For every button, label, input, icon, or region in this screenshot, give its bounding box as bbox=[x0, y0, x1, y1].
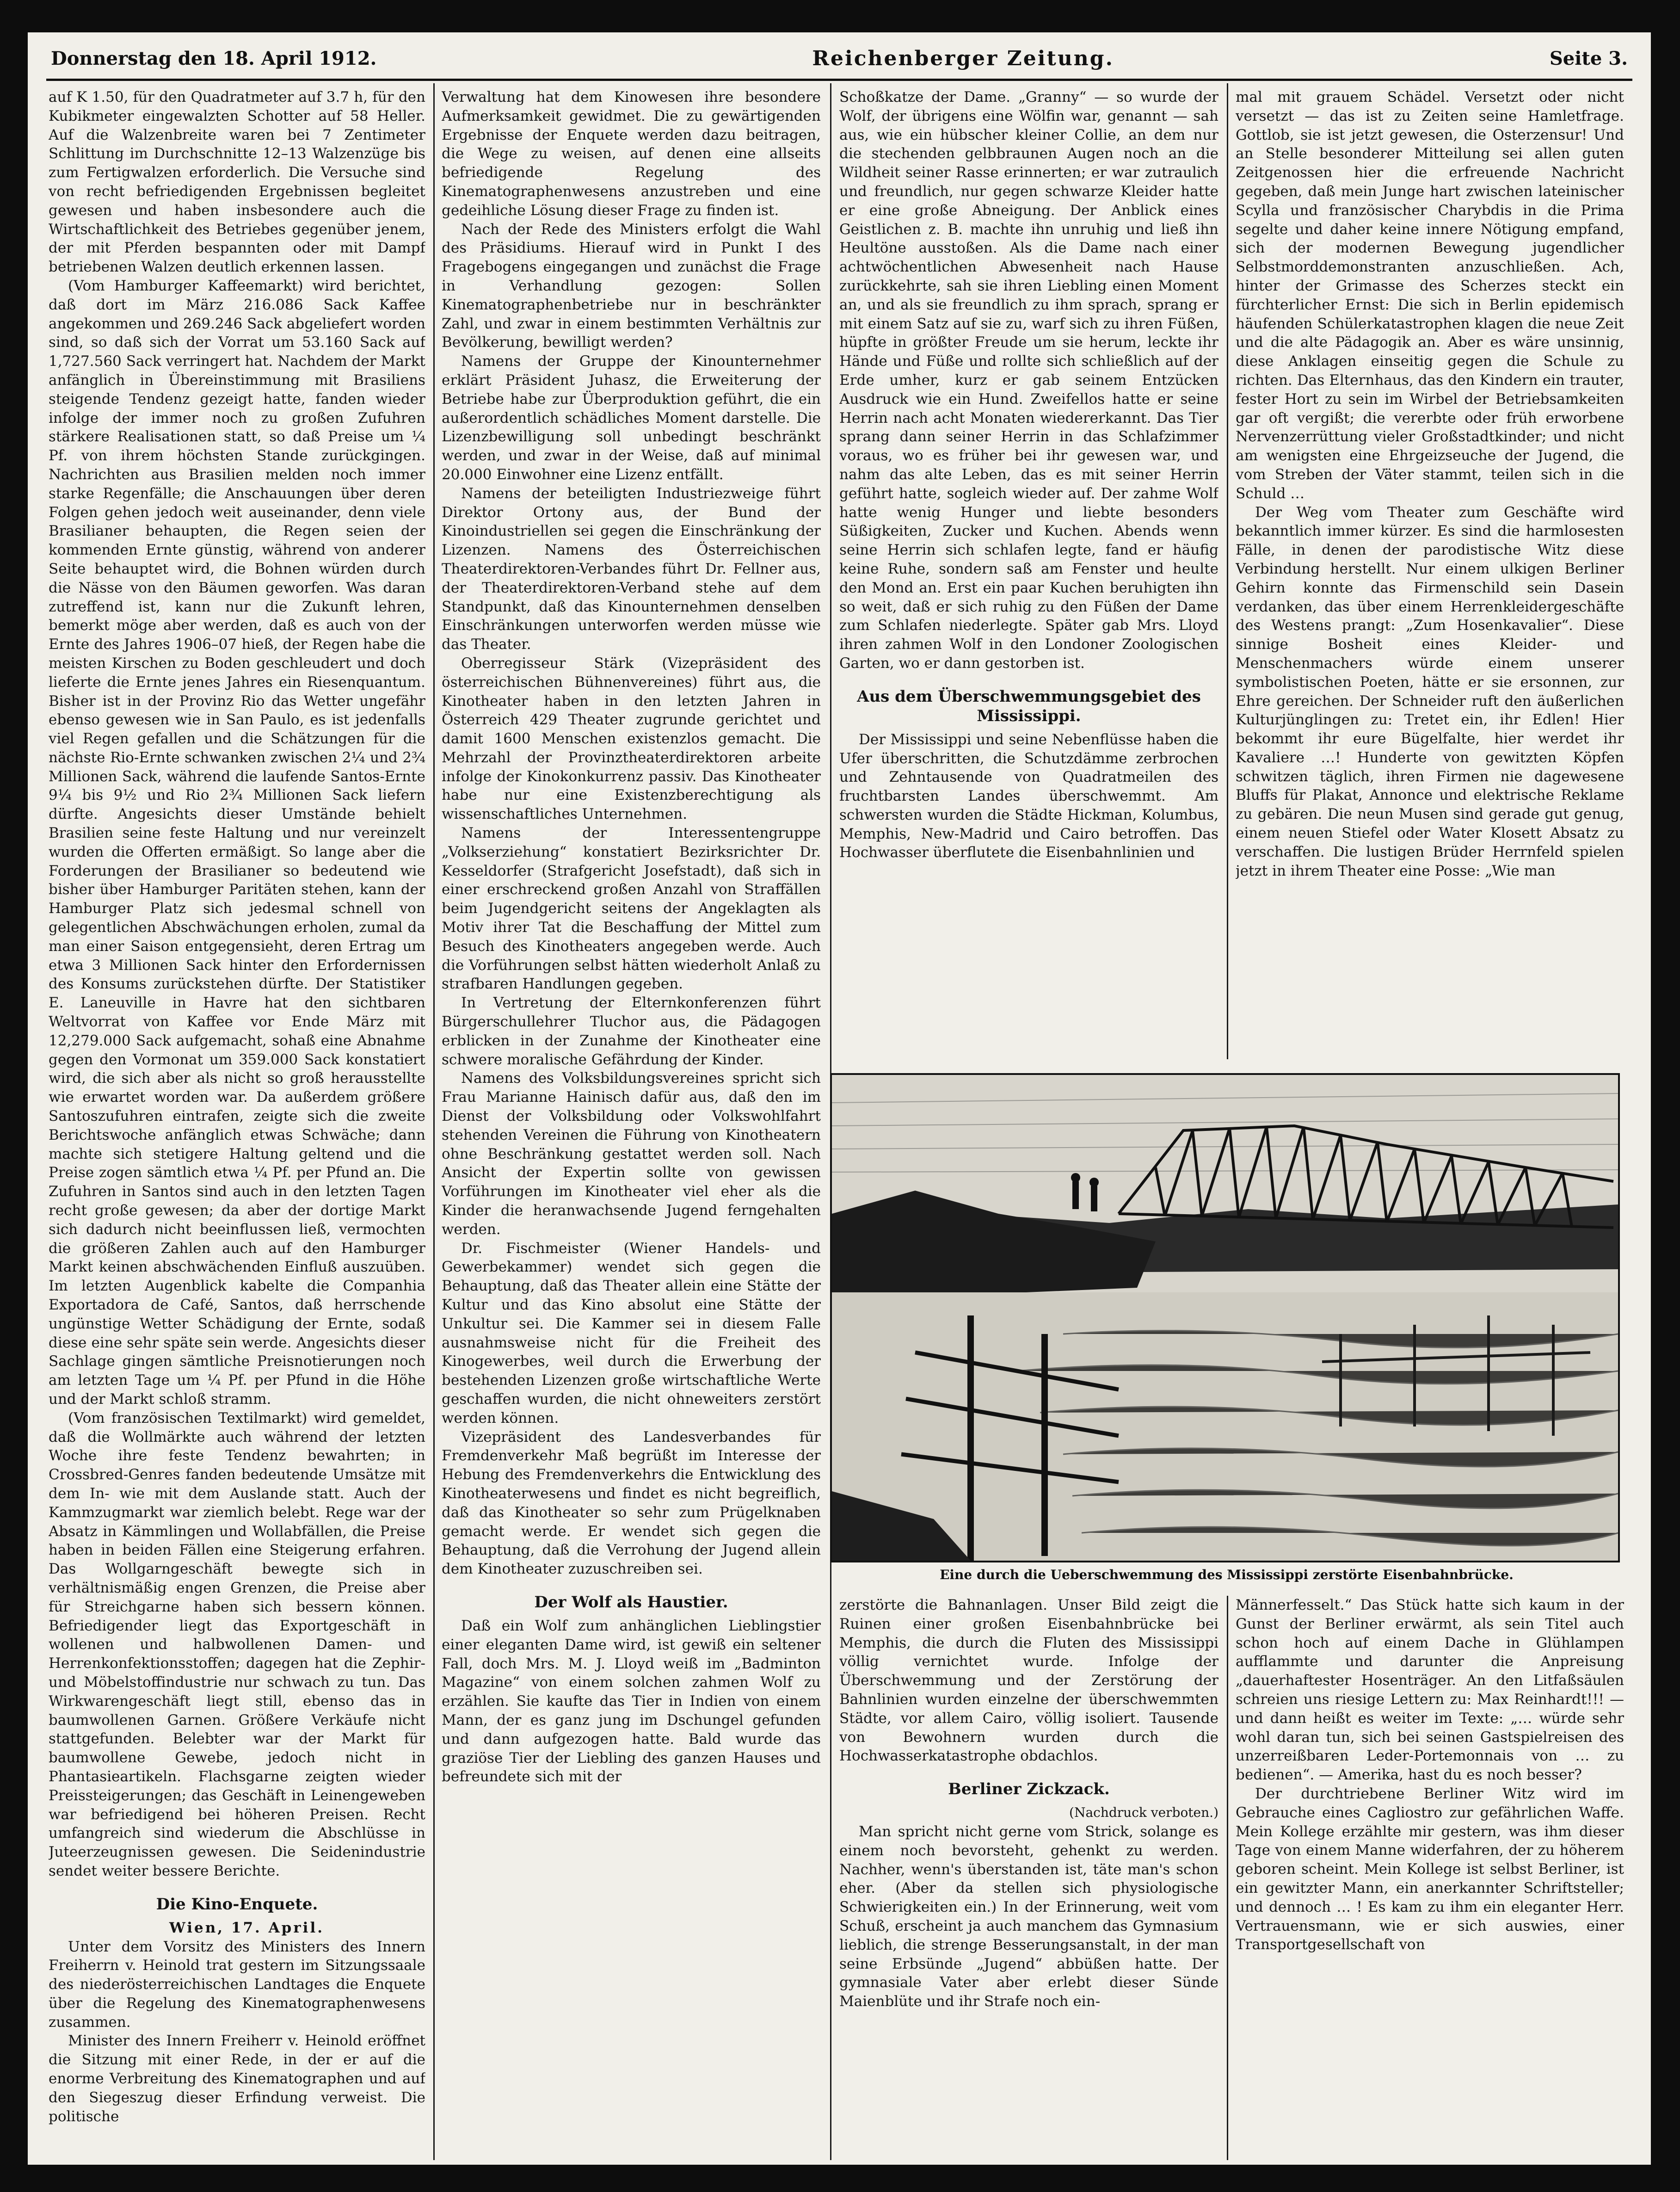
destroyed-bridge-image bbox=[832, 1075, 1618, 1561]
paragraph: Namens der beteiligten Industriezweige führt Direktor Ortony aus, der Bund der Kinoindustriellen sei gegen die Einschränkung der Lizenzen. Namens des Österreichischen Theaterdirektoren-Verbandes führt Dr. Fellner aus, der Theaterdirektoren-Verband stehe auf dem Standpunkt, daß das Kinounternehmen denselben Einschränkungen unterworfen werden müsse wie das Theater. bbox=[442, 485, 821, 653]
paragraph: Der Weg vom Theater zum Geschäfte wird bekanntlich immer kürzer. Es sind die harmlosesten Fälle, in denen der parodistische Witz diese Verbindung herstellt. Nur einem ulkigen Berliner Gehirn konnte das Firmenschild sein Dasein verdanken, das über einem Herrenkleidergeschäfte des Westens prangt: „Zum Hosenkavalier“. Diese sinnige Bosheit eines Kleider- und Menschenmachers würde einem unserer symbolistischen Poeten, hätte er sie ersonnen, zur Ehre gereichen. Der Schneider ruft den äußerlichen Kulturjünglingen zu: Tretet ein, ihr Edlen! Hier bekommt ihr eure Bügelfalte, hier werdet ihr Kavaliere …! Hunderte von gewitzten Köpfen schwitzen täglich, ihren Firmen nie dagewesene Bluffs für Plakat, Annonce und elektrische Reklame zu gebären. Die neun Musen sind gerade gut genug, einem neuen Stiefel oder Water Klosett Absatz zu verschaffen. Die lustigen Brüder Herrnfeld spielen jetzt in ihrem Theater eine Posse: „Wie man bbox=[1236, 504, 1624, 879]
column-1 bbox=[49, 88, 425, 2155]
article-title: Die Kino-Enquete. bbox=[156, 1895, 318, 1914]
paragraph: (Vom Hamburger Kaffeemarkt) wird berichtet, daß dort im März 216.086 Sack Kaffee angekommen und 269.246 Sack abgeliefert worden sind, so daß sich der Vorrat um 53.160 Sack auf 1,727.560 Sack verringert hat. Nachdem der Markt anfänglich in Übereinstimmung mit Brasiliens steigende Tendenz gezeigt hatte, fanden wieder infolge der immer noch zu großen Zufuhren stärkere Realisationen statt, so daß Preise um ¼ Pf. von ihrem höchsten Stande zurückgingen. Nachrichten aus Brasilien melden noch immer starke Regenfälle; die Anschauungen über deren Folgen gehen jedoch weit auseinander, denn viele Brasilianer behaupten, die Regen seien der kommenden Ernte günstig, während von anderer Seite behauptet wird, die Bohnen würden durch die Nässe von den Bäumen geworfen. Was daran zutreffend ist, kann nur die Zukunft lehren, bemerkt möge aber werden, daß es auch von der Ernte des Jahres 1906–07 hieß, der Regen habe die meisten Kirschen zu Boden geschleudert und doch lieferte die Ernte jenes Jahres ein Riesenquantum. Bisher ist in der Provinz Rio das Wetter ungefähr ebenso gewesen wie in San Paulo, es ist jedenfalls viel Regen gefallen und die Schätzungen für die nächste Rio-Ernte schwanken zwischen 2¼ und 2¾ Millionen Sack, während die laufende Santos-Ernte 9¼ bis 9½ und Rio 2¾ Millionen Sack liefern dürfte. Angesichts dieser Umstände behielt Brasilien seine feste Haltung und nur vereinzelt wurden die Offerten ermäßigt. So lange aber die Forderungen der Brasilianer so bedeutend wie bisher über Hamburger Paritäten stehen, kann der Hamburger Platz sich jedesmal schnell von gelegentlichen Abschwächungen erholen, zumal da man einer Saison entgegensieht, deren Ertrag um etwa 3 Millionen Sack hinter den Erfordernissen des Konsums zurückstehen dürfte. Der Statistiker E. Laneuville in Havre hat den sichtbaren Weltvorrat von Kaffee vor Ende März mit 12,279.000 Sack aufgemacht, sohaß eine Abnahme gegen den Vormonat um 359.000 Sack konstatiert wird, die sich aber als nicht so groß herausstellte wie erwartet worden war. Da außerdem größere Santoszufuhren eintrafen, zeigte sich die zweite Berichtswoche anfänglich etwas Schwäche; dann machte sich stetigere Haltung geltend und die Preise zogen sämtlich etwa ¼ Pf. per Pfund an. Die Zufuhren in Santos sind auch in den letzten Tagen recht große gewesen; da aber der dortige Markt sich dadurch nicht beeinflussen ließ, vermochten die größeren Zahlen auch auf den Hamburger Markt keinen abschwächenden Einfluß auszuüben. Im letzten Augenblick kabelte die Companhia Exportadora de Café, Santos, daß herrschende ungünstige Wetter Schädigung der Ernte, sodaß diese eine sehr späte sein werde. Angesichts dieser Sachlage gingen sämtliche Preisnotierungen noch am letzten Tage um ¼ Pf. per Pfund in die Höhe und der Markt schloß stramm. bbox=[49, 277, 425, 1408]
paragraph: Namens des Volksbildungsvereines spricht sich Frau Marianne Hainisch dafür aus, daß den im Dienst der Volksbildung oder Volkswohlfahrt stehenden Vereinen die Führung von Kinotheatern ohne Beschränkung gestattet werden soll. Nach Ansicht der Expertin sollte von gewissen Vorführungen im Kinotheater viel eher als die Kinder die heranwachsende Jugend ferngehalten werden. bbox=[442, 1070, 821, 1238]
paragraph: mal mit grauem Schädel. Versetzt oder nicht versetzt — das ist zu Zeiten seine Hamletfrage. Gottlob, sie ist jetzt gewesen, die Osterzensur! Und an Stelle besonderer Mitteilung sei allen guten Zeitgenossen hier die erfreuende Nachricht gegeben, daß mein Junge hart zwischen lateinischer Scylla und französischer Charybdis in die Prima segelte und daher keine innere Nötigung empfand, sich der modernen Bewegung jugendlicher Selbstmorddemonstranten anzuschließen. Ach, hinter der Grimasse des Scherzes steckt ein fürchterlicher Ernst: Die sich in Berlin epidemisch häufenden Schülerkatastrophen klagen die neue Zeit und die alte Pädagogik an. Aber es wäre unsinnig, diese Anklagen einseitig gegen die Schule zu richten. Das Elternhaus, das den Kindern ein trauter, fester Hort zu sein im Wirbel der Betriebsamkeiten gar oft vergißt; die vererbte oder früh erworbene Nervenzerrüttung vieler Großstadtkinder; und nicht am wenigsten eine Ehrgeizseuche der Jugend, die vom Streben der Väter stammt, teilen sich in die Schuld … bbox=[1236, 89, 1624, 502]
column-divider bbox=[1227, 1596, 1228, 2160]
paragraph: Dr. Fischmeister (Wiener Handels- und Gewerbekammer) wendet sich gegen die Behauptung, daß das Theater allein eine Stätte der Kultur und das Kino absolut eine Stätte der Unkultur sei. Die Kammer sei in diesem Falle ausnahmsweise nicht für die Freiheit des Kinogewerbes, weil durch die Erwerbung der bestehenden Lizenzen große wirtschaftliche Werte geschaffen wurden, die nicht ohneweiters zerstört werden können. bbox=[442, 1240, 821, 1426]
reprint-note: (Nachdruck verboten.) bbox=[1069, 1805, 1218, 1821]
article-title: Der Wolf als Haustier. bbox=[534, 1593, 728, 1612]
article-title: Berliner Zickzack. bbox=[948, 1780, 1110, 1799]
header-rule bbox=[46, 79, 1632, 81]
column-3 bbox=[839, 88, 1218, 1064]
column-3-continued bbox=[839, 1596, 1218, 2155]
paragraph: auf K 1.50, für den Quadratmeter auf 3.7 h, für den Kubikmeter eingewalzten Schotter auf 58 Heller. Auf die Walzenbreite waren bei 7 Zentimeter Schlittung im Durchschnitte 12–13 Walzenzüge bis zum Fertigwalzen erforderlich. Die Versuche sind von recht befriedigenden Ergebnissen begleitet gewesen und haben insbesondere auch die Wirtschaftlichkeit des Betriebes gegenüber jenem, der mit Pferden bespannten oder mit Dampf betriebenen Walzen deutlich erkennen lassen. bbox=[49, 89, 425, 276]
figure-caption: Eine durch die Ueberschwemmung des Mississippi zerstörte Eisenbahnbrücke. bbox=[940, 1567, 1514, 1582]
column-4 bbox=[1236, 88, 1624, 1064]
masthead: Reichenberger Zeitung. bbox=[812, 46, 1114, 70]
paragraph: Nach der Rede des Ministers erfolgt die Wahl des Präsidiums. Hierauf wird in Punkt I des Fragebogens eingegangen und zunächst die Frage in Verhandlung gezogen: Sollen Kinematographenbetriebe nur in beschränkter Zahl, und zwar in einem bestimmten Verhältnis zur Bevölkerung, bewilligt werden? bbox=[442, 221, 821, 351]
page-number: Seite 3. bbox=[1549, 47, 1628, 69]
figure bbox=[830, 1073, 1623, 1591]
column-divider bbox=[433, 83, 435, 2160]
paragraph: Unter dem Vorsitz des Ministers des Innern Freiherrn v. Heinold trat gestern im Sitzungssaale des niederösterreichischen Landtages die Enquete über die Regelung des Kinematographenwesens zusammen. bbox=[49, 1938, 425, 2031]
paragraph: Der durchtriebene Berliner Witz wird im Gebrauche eines Cagliostro zur gefährlichen Waffe. Mein Kollege erzählte mir gestern, was ihm dieser Tage von einem Manne widerfahren, der zu höherem geboren scheint. Mein Kollege ist selbst Berliner, ist ein gewitzter Mann, ein anerkannter Schriftsteller; und dennoch … ! Es kam zu ihm ein eleganter Herr. Vertrauensmann, wie er sich auswies, einer Transportgesellschaft von bbox=[1236, 1785, 1624, 1953]
paragraph: Oberregisseur Stärk (Vizepräsident des österreichischen Bühnenvereines) führt aus, die Kinotheater haben in den letzten Jahren in Österreich 429 Theater zugrunde gerichtet und damit 1600 Menschen existenzlos gemacht. Die Mehrzahl der Provinztheaterdirektoren arbeite infolge der Kinokonkurrenz passiv. Das Kinotheater habe nur eine Existenzberechtigung als wissenschaftliches Unternehmen. bbox=[442, 655, 821, 823]
article-title: Aus dem Überschwemmungsgebiet des Mississippi. bbox=[857, 687, 1201, 725]
paragraph: In Vertretung der Elternkonferenzen führt Bürgerschullehrer Tluchor aus, die Pädagogen erblicken in der Zunahme der Kinotheater eine schwere moralische Gefährdung der Kinder. bbox=[442, 994, 821, 1068]
paragraph: Daß ein Wolf zum anhänglichen Lieblingstier einer eleganten Dame wird, ist gewiß ein seltener Fall, doch Mrs. M. J. Lloyd weiß im „Badminton Magazine“ von einem solchen zahmen Wolf zu erzählen. Sie kaufte das Tier in Indien von einem Mann, der es ganz jung im Dschungel gefunden und dann aufgezogen hatte. Bald wurde das graziöse Tier der Liebling des ganzen Hauses und befreundete sich mit der bbox=[442, 1617, 821, 1785]
column-2 bbox=[442, 88, 821, 2155]
paragraph: zerstörte die Bahnanlagen. Unser Bild zeigt die Ruinen einer großen Eisenbahnbrücke bei Memphis, die durch die Fluten des Mississippi völlig vernichtet wurde. Infolge der Überschwemmung und der Zerstörung der Bahnlinien wurden einzelne der überschwemmten Städte, vor allem Cairo, völlig isoliert. Tausende von Bewohnern wurden durch die Hochwasserkatastrophe obdachlos. bbox=[839, 1597, 1218, 1765]
paragraph: (Vom französischen Textilmarkt) wird gemeldet, daß die Wollmärkte auch während der letzten Woche ihre feste Tendenz bewahrten; in Crossbred-Genres fanden bedeutende Umsätze mit dem In- wie mit dem Auslande statt. Auch der Kammzugmarkt war ziemlich belebt. Rege war der Absatz in Kämmlingen und Wollabfällen, die Preise haben in beiden Fällen eine Steigerung erfahren. Das Wollgarngeschäft bewegte sich in verhältnismäßig engen Grenzen, die Preise aber für Streichgarne haben sich bessern können. Befriedigender liegt das Exportgeschäft in wollenen und halbwollenen Damen- und Herrenkonfektionsstoffen; dagegen hat die Zephir- und Möbelstoffindustrie nur schwach zu tun. Das Wirkwarengeschäft liegt still, ebenso das in baumwollenen Garnen. Größere Verkäufe nicht stattgefunden. Belebter war der Markt für baumwollene Gewebe, jedoch nicht in Phantasieartikeln. Flachsgarne zeigten wieder Preissteigerungen; das Geschäft in Leinengeweben war befriedigend bei höheren Preisen. Recht umfangreich sind wiederum die Abschlüsse in Juteerzeugnissen gewesen. Die Seidenindustrie sendet weiter bessere Berichte. bbox=[49, 1409, 425, 1879]
paragraph: Namens der Gruppe der Kinounternehmer erklärt Präsident Juhasz, die Erweiterung der Betriebe habe zur Überproduktion geführt, die ein außerordentlich schädliches Moment darstelle. Die Lizenzbewilligung soll unbedingt beschränkt werden, und zwar in der Weise, daß auf minimal 20.000 Einwohner eine Lizenz entfällt. bbox=[442, 353, 821, 483]
issue-date: Donnerstag den 18. April 1912. bbox=[51, 47, 377, 69]
dateline: Wien, 17. April. bbox=[169, 1919, 325, 1936]
paragraph: Der Mississippi und seine Nebenflüsse haben die Ufer überschritten, die Schutzdämme zerbrochen und Zehntausende von Quadratmeilen des fruchtbarsten Landes überschwemmt. Am schwersten wurden die Städte Hickman, Kolumbus, Memphis, New-Madrid und Cairo betroffen. Das Hochwasser überflutete die Eisenbahnlinien und bbox=[839, 731, 1218, 861]
paragraph: Namens der Interessentengruppe „Volkserziehung“ konstatiert Bezirksrichter Dr. Kesseldorfer (Strafgericht Josefstadt), daß sich in einer erschreckend großen Anzahl von Straffällen beim Jugendgericht seitens der Angeklagten als Motiv ihrer Tat die Beschaffung der Mittel zum Besuch des Kinotheaters angegeben werde. Auch die Vorführungen selbst hätten wiederholt Anlaß zu strafbaren Handlungen gegeben. bbox=[442, 825, 821, 993]
newspaper-page bbox=[28, 32, 1651, 2165]
column-4-continued bbox=[1236, 1596, 1624, 2155]
running-head bbox=[51, 44, 1628, 72]
column-divider bbox=[1227, 83, 1228, 1059]
paragraph: Verwaltung hat dem Kinowesen ihre besondere Aufmerksamkeit gewidmet. Die zu gewärtigenden Ergebnisse der Enquete werden dazu beitragen, die Wege zu weisen, auf denen eine allseits befriedigende Regelung des Kinematographenwesens anzustreben und eine gedeihliche Lösung dieser Frage zu finden ist. bbox=[442, 89, 821, 219]
paragraph: Schoßkatze der Dame. „Granny“ — so wurde der Wolf, der übrigens eine Wölfin war, genannt — sah aus, wie ein hübscher kleiner Collie, an dem nur die stechenden gelbbraunen Augen noch an die Wildheit seiner Rasse erinnerten; er war zutraulich und freundlich, nur gegen schwarze Kleider hatte er eine große Abneigung. Der Anblick eines Geistlichen z. B. machte ihn unruhig und ließ ihn Heultöne ausstoßen. Als die Dame nach einer achtwöchentlichen Abwesenheit nach Hause zurückkehrte, sah sie ihren Liebling einen Moment an, und als sie freundlich zu ihm sprach, sprang er mit einem Satz auf sie zu, warf sich zu ihren Füßen, hüpfte in größter Freude um sie herum, leckte ihr Hände und Füße und rollte sich schließlich auf der Erde umher, kurz er gab seinem Entzücken Ausdruck wie ein Hund. Zweifellos hatte er seine Herrin nach acht Monaten wiedererkannt. Das Tier sprang dann seiner Herrin in das Schlafzimmer voraus, wo es früher bei ihr gewesen war, und nahm das alte Leben, das es mit seiner Herrin geführt hatte, sogleich wieder auf. Der zahme Wolf hatte wenig Hunger und liebte besonders Süßigkeiten, Zucker und Kuchen. Abends wenn seine Herrin sich schlafen legte, fand er häufig keine Ruhe, sondern saß am Fenster und heulte den Mond an. Erst ein paar Kuchen beruhigten ihn so weit, daß er sich ruhig zu den Füßen der Dame zum Schlafen niederlegte. Später gab Mrs. Lloyd ihren zahmen Wolf in den Londoner Zoologischen Garten, wo er dann gestorben ist. bbox=[839, 89, 1218, 672]
paragraph: Männerfesselt.“ Das Stück hatte sich kaum in der Gunst der Berliner erwärmt, als sein Titel auch schon hoch auf einem Dache in Glühlampen aufflammte und darunter die Anpreisung „dauerhaftester Hosenträger. An den Litfaßsäulen schreien uns riesige Lettern zu: Max Reinhardt!!! — und dann heißt es weiter im Texte: „… würde sehr wohl daran tun, sich bei seinen Gastspielreisen des unzerreißbaren Leder-Portemonnais von … zu bedienen“. — Amerika, hast du es noch besser? bbox=[1236, 1597, 1624, 1784]
paragraph: Minister des Innern Freiherr v. Heinold eröffnet die Sitzung mit einer Rede, in der er auf die enorme Verbreitung des Kinematographen und auf den Siegeszug dieser Erfindung verweist. Die politische bbox=[49, 2032, 425, 2125]
paragraph: Man spricht nicht gerne vom Strick, solange es einem noch bevorsteht, gehenkt zu werden. Nachher, wenn's überstanden ist, täte man's schon eher. (Aber da stellen sich physiologische Schwierigkeiten ein.) In der Erinnerung, weit vom Schuß, erscheint ja auch manchem das Gymnasium lieblich, die strenge Besserungsanstalt, in der man seine Erbsünde „Jugend“ abbüßen hatte. Der gymnasiale Vater aber erlebt dieser Sünde Maienblüte und ihr Strafe noch ein- bbox=[839, 1823, 1218, 2010]
bridge-illustration bbox=[830, 1073, 1620, 1562]
paragraph: Vizepräsident des Landesverbandes für Fremdenverkehr Maß begrüßt im Interesse der Hebung des Fremdenverkehrs die Entwicklung des Kinotheaterwesens und findet es nicht begreiflich, daß das Kinotheater so sehr zum Prügelknaben gemacht werde. Er wendet sich gegen die Behauptung, daß die Verrohung der Jugend allein dem Kinotheater zuzuschreiben sei. bbox=[442, 1428, 821, 1578]
